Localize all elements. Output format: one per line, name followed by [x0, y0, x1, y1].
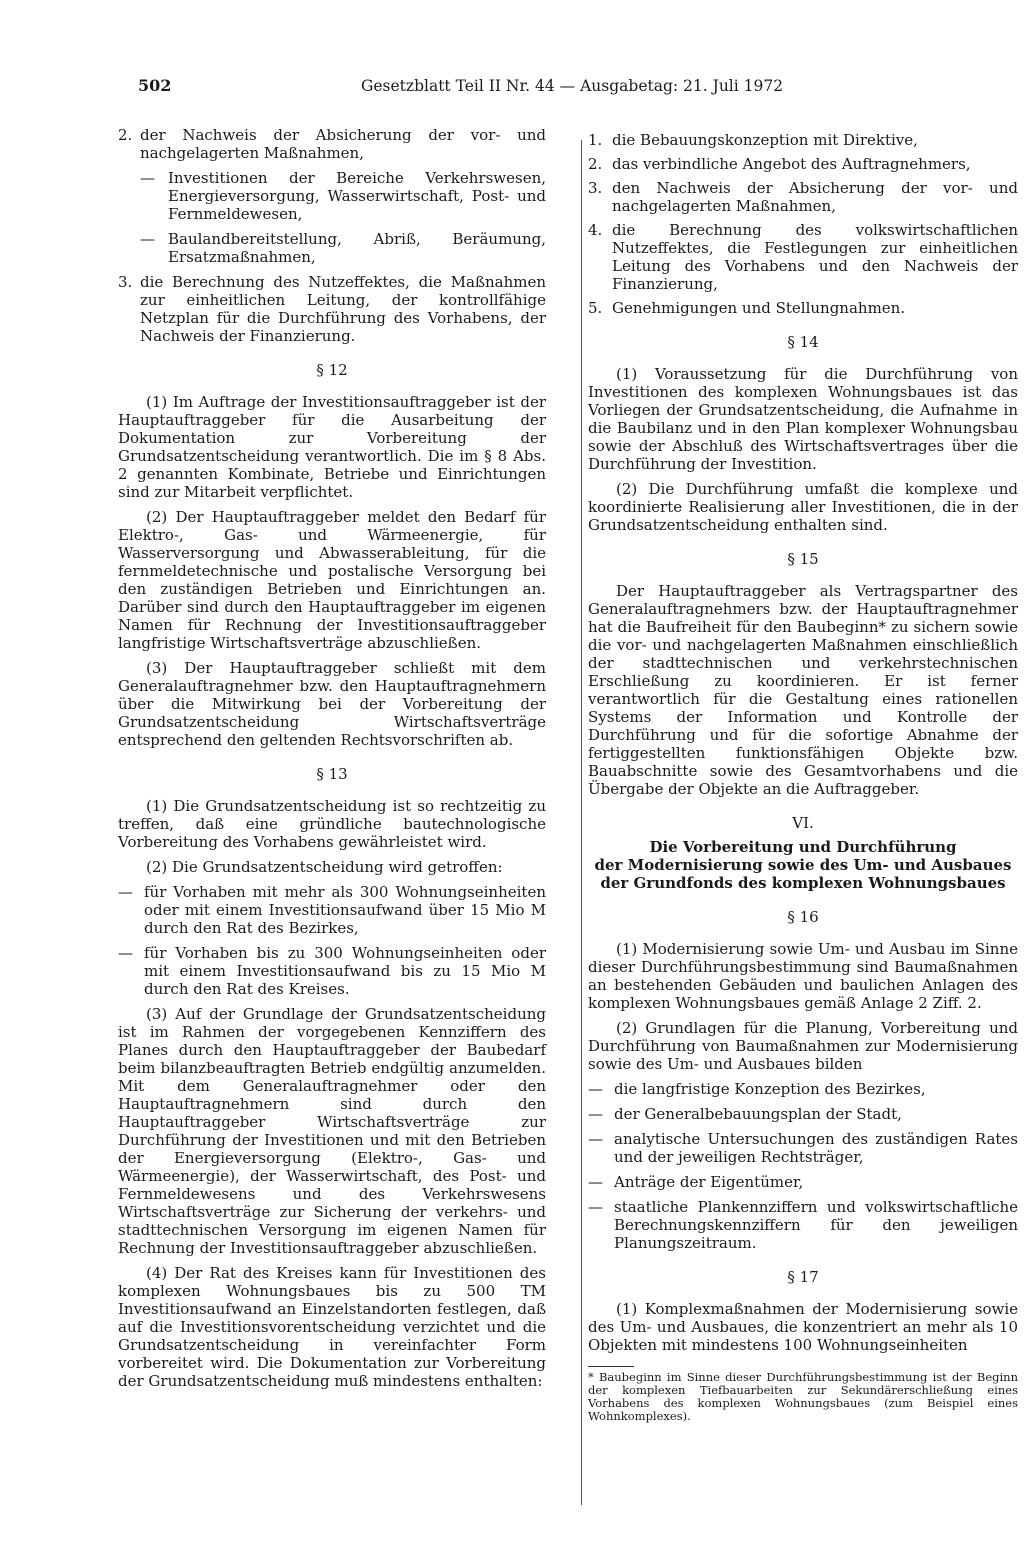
section-heading-13: § 13 [316, 765, 348, 783]
section-heading-15: § 15 [787, 550, 819, 568]
sub-list-item [140, 230, 546, 266]
dash-marker: — [118, 883, 133, 901]
paragraph: (2) Grundlagen für die Planung, Vorbereitung und Durchführung von Baumaßnahmen zur Modernisierung sowie des Um- und Ausbaues bilden [588, 1019, 1018, 1073]
dash-list-text: für Vorhaben mit mehr als 300 Wohnungseinheiten oder mit einem Investitionsaufwand über 15 Mio M durch den Rat des Bezirkes, [144, 883, 546, 937]
dash-marker: — [140, 169, 155, 187]
dash-list-item [588, 1130, 1018, 1166]
list-text: Genehmigungen und Stellungnahmen. [612, 299, 906, 317]
paragraph: (1) Voraussetzung für die Durchführung von Investitionen des komplexen Wohnungsbaues ist das Vorliegen der Grundsatzentscheidung, die Aufnahme in die Baubilanz und in den Plan komplexer Wohnungsbau sowie der Abschluß des Wirtschaftsvertrages über die Durchführung der Investition. [588, 365, 1018, 473]
list-text: die Berechnung des volkswirtschaftlichen Nutzeffektes, die Festlegungen zur einheitlichen Leitung des Vorhabens und den Nachweis der Finanzierung, [612, 221, 1018, 293]
page-header [138, 76, 828, 100]
paragraph: (4) Der Rat des Kreises kann für Investitionen des komplexen Wohnungsbaues bis zu 500 TM Investitionsaufwand an Einzelstandorten festlegen, daß auf die Investitionsvorentscheidung verzichtet und die Grundsatzentscheidung in vereinfachter Form vorbereitet wird. Die Dokumentation zur Vorbereitung der Grundsatzentscheidung muß mindestens enthalten: [118, 1264, 546, 1390]
list-item-3 [118, 273, 546, 345]
part-title-line: der Grundfonds des komplexen Wohnungsbaues [600, 874, 1006, 892]
list-number: 3. [588, 179, 603, 197]
dash-list-text: staatliche Plankennziffern und volkswirtschaftliche Berechnungskennziffern für den jeweiligen Planungszeitraum. [614, 1198, 1018, 1252]
section-heading-16: § 16 [787, 908, 819, 926]
section-heading-12: § 12 [316, 361, 348, 379]
footnote-rule [588, 1366, 634, 1367]
page-number: 502 [138, 76, 172, 95]
list-item-2 [118, 126, 546, 162]
sub-list-item [140, 169, 546, 223]
paragraph: (3) Auf der Grundlage der Grundsatzentscheidung ist im Rahmen der vorgegebenen Kennziffern des Planes durch den Hauptauftraggeber der Baubedarf beim bilanzbeauftragten Betrieb endgültig anzumelden. Mit dem Generalauftragnehmer oder den Hauptauftragnehmern sind durch den Hauptauftraggeber Wirtschaftsverträge zur Durchführung der Investitionen und mit den Betrieben der Energieversorgung (Elektro-, Gas- und Wärmeenergie), der Wasserwirtschaft, des Post- und Fernmeldewesens und des Verkehrswesens Wirtschaftsverträge zur Sicherung der verkehrs- und stadttechnischen Versorgung im eigenen Namen für Rechnung der Investitionsauftraggeber abzuschließen. [118, 1005, 546, 1257]
list-item [588, 299, 1018, 317]
list-text: die Bebauungskonzeption mit Direktive, [612, 131, 918, 149]
footnote: * Baubeginn im Sinne dieser Durchführungsbestimmung ist der Beginn der komplexen Tiefbauarbeiten zur Sekundärerschließung eines Vorhabens des komplexen Wohnungsbaues (zum Beispiel eines Wohnkomplexes). [588, 1370, 1018, 1423]
part-number: VI. [792, 814, 814, 832]
list-text: den Nachweis der Absicherung der vor- und nachgelagerten Maßnahmen, [612, 179, 1018, 215]
paragraph: (1) Komplexmaßnahmen der Modernisierung sowie des Um- und Ausbaues, die konzentriert an mehr als 10 Objekten mit mindestens 100 Wohnungseinheiten [588, 1300, 1018, 1354]
dash-marker: — [118, 944, 133, 962]
part-title-line: der Modernisierung sowie des Um- und Ausbaues [594, 856, 1012, 874]
list-item [588, 155, 1018, 173]
section-heading-14: § 14 [787, 333, 819, 351]
paragraph: (1) Modernisierung sowie Um- und Ausbau im Sinne dieser Durchführungsbestimmung sind Baumaßnahmen an bestehenden Gebäuden und baulichen Anlagen des komplexen Wohnungsbaues gemäß Anlage 2 Ziff. 2. [588, 940, 1018, 1012]
dash-marker: — [588, 1080, 603, 1098]
list-item [588, 221, 1018, 293]
list-number: 2. [588, 155, 603, 173]
dash-list-item [588, 1105, 1018, 1123]
list-number: 1. [588, 131, 603, 149]
header-title: Gesetzblatt Teil II Nr. 44 — Ausgabetag: 21. Juli 1972 [361, 77, 784, 95]
dash-marker: — [588, 1173, 603, 1191]
dash-list-item [118, 883, 546, 937]
right-column [588, 131, 1018, 1423]
part-title [588, 838, 1018, 892]
dash-list-item [118, 944, 546, 998]
dash-list-text: der Generalbebauungsplan der Stadt, [614, 1105, 902, 1123]
paragraph: (1) Die Grundsatzentscheidung ist so rechtzeitig zu treffen, daß eine gründliche bautechnologische Vorbereitung des Vorhabens gewährleistet wird. [118, 797, 546, 851]
paragraph: (3) Der Hauptauftraggeber schließt mit dem Generalauftragnehmer bzw. den Hauptauftragnehmern über die Mitwirkung bei der Vorbereitung der Grundsatzentscheidung Wirtschaftsverträge entsprechend den geltenden Rechtsvorschriften ab. [118, 659, 546, 749]
column-divider [581, 140, 582, 1505]
dash-list-text: für Vorhaben bis zu 300 Wohnungseinheiten oder mit einem Investitionsaufwand bis zu 15 Mio M durch den Rat des Kreises. [144, 944, 546, 998]
sub-list-text: Investitionen der Bereiche Verkehrswesen, Energieversorgung, Wasserwirtschaft, Post- und Fernmeldewesen, [168, 169, 546, 223]
list-number: 4. [588, 221, 603, 239]
list-text: das verbindliche Angebot des Auftragnehmers, [612, 155, 971, 173]
list-number: 2. [118, 126, 133, 144]
dash-marker: — [588, 1105, 603, 1123]
list-number: 3. [118, 273, 133, 291]
dash-list-item [588, 1198, 1018, 1252]
list-text: der Nachweis der Absicherung der vor- und nachgelagerten Maßnahmen, [140, 126, 546, 162]
section-heading-17: § 17 [787, 1268, 819, 1286]
dash-marker: — [588, 1198, 603, 1216]
dash-list-text: Anträge der Eigentümer, [614, 1173, 804, 1191]
dash-marker: — [140, 230, 155, 248]
left-column [118, 126, 546, 1397]
paragraph: Der Hauptauftraggeber als Vertragspartner des Generalauftragnehmers bzw. der Hauptauftragnehmer hat die Baufreiheit für den Baubeginn* zu sichern sowie die vor- und nachgelagerten Maßnahmen einschließlich der stadttechnischen und verkehrstechnischen Erschließung zu koordinieren. Er ist ferner verantwortlich für die Gestaltung eines rationellen Systems der Information und Kontrolle der Durchführung und für die sofortige Abnahme der fertiggestellten funktionsfähigen Objekte bzw. Bauabschnitte sowie des Gesamtvorhabens und die Übergabe der Objekte an die Auftraggeber. [588, 582, 1018, 798]
list-item [588, 131, 1018, 149]
dash-list-item [588, 1080, 1018, 1098]
list-text: die Berechnung des Nutzeffektes, die Maßnahmen zur einheitlichen Leitung, der kontrollfähige Netzplan für die Durchführung des Vorhabens, der Nachweis der Finanzierung. [140, 273, 546, 345]
list-number: 5. [588, 299, 603, 317]
dash-list-item [588, 1173, 1018, 1191]
dash-list-text: die langfristige Konzeption des Bezirkes, [614, 1080, 926, 1098]
dash-marker: — [588, 1130, 603, 1148]
part-title-line: Die Vorbereitung und Durchführung [649, 838, 957, 856]
paragraph: (2) Der Hauptauftraggeber meldet den Bedarf für Elektro-, Gas- und Wärmeenergie, für Wasserversorgung und Abwasserableitung, für die fernmeldetechnische und postalische Versorgung bei den zuständigen Betrieben und Einrichtungen an. Darüber sind durch den Hauptauftraggeber im eigenen Namen für Rechnung der Investitionsauftraggeber langfristige Wirtschaftsverträge abzuschließen. [118, 508, 546, 652]
paragraph: (1) Im Auftrage der Investitionsauftraggeber ist der Hauptauftraggeber für die Ausarbeitung der Dokumentation zur Vorbereitung der Grundsatzentscheidung verantwortlich. Die im § 8 Abs. 2 genannten Kombinate, Betriebe und Einrichtungen sind zur Mitarbeit verpflichtet. [118, 393, 546, 501]
dash-list-text: analytische Untersuchungen des zuständigen Rates und der jeweiligen Rechtsträger, [614, 1130, 1018, 1166]
list-item [588, 179, 1018, 215]
sub-list-text: Baulandbereitstellung, Abriß, Beräumung, Ersatzmaßnahmen, [168, 230, 546, 266]
paragraph: (2) Die Grundsatzentscheidung wird getroffen: [146, 858, 503, 876]
paragraph: (2) Die Durchführung umfaßt die komplexe und koordinierte Realisierung aller Investitionen, die in der Grundsatzentscheidung enthalten sind. [588, 480, 1018, 534]
